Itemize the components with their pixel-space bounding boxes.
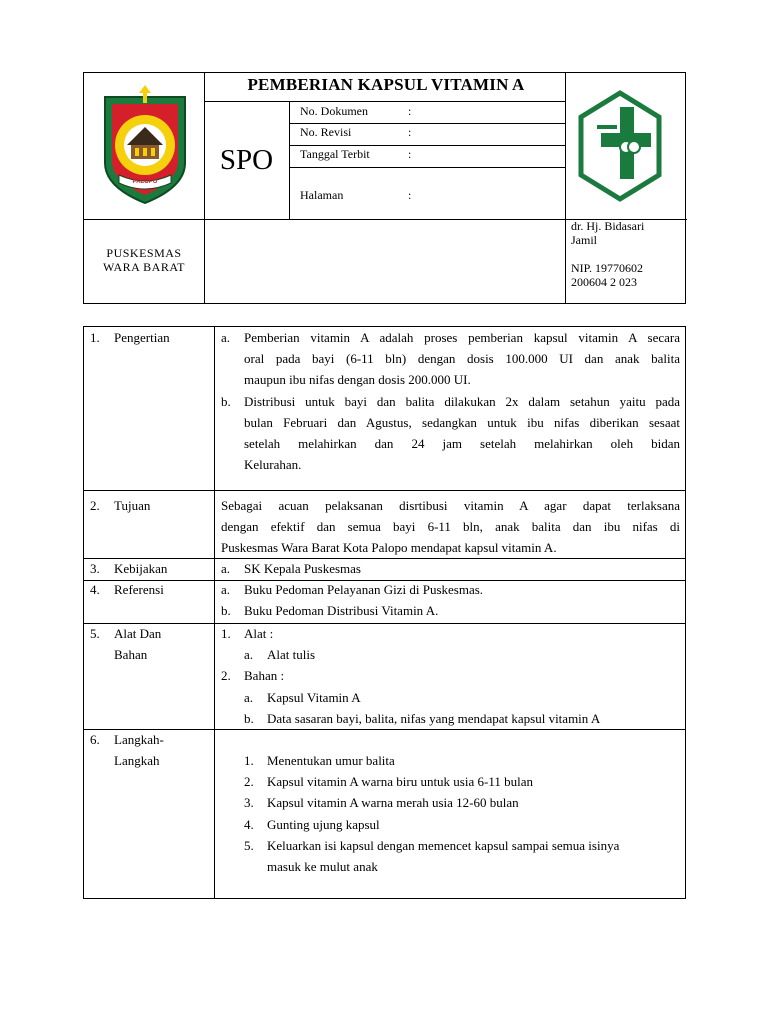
header-table (83, 72, 686, 304)
signer-nip: NIP. 19770602 (571, 261, 644, 275)
content-table: 1. Pengertian a. Pemberian vitamin A adalah proses pemberian kapsul vitamin A secara oral pada bayi (6-11 bln) dengan dosis 100.000 UI dan anak balita maupun ibu nifas dengan dosis 200.000 UI. b. Distribusi untuk bayi dan balita dilakukan 2x dalam setahun yaitu pada bulan Februari dan Agustus, sedangkan untuk ibu nifas diberikan sesaat setelah melahirkan dan 24 jam setelah melahirkan oleh bidan Kelurahan. 2. Tujuan Sebagai acuan pelaksanan disrtibusi vitamin A agar dapat terlaksana dengan efektif dan semua bayi 6-11 bln, anak balita dan ibu nifas di Puskesmas Wara Barat Kota Palopo mendapat kapsul vitamin A. 3. Kebijakan a. SK Kepala Puskesmas 4. Referensi a. Buku Pedoman Pelayanan Gizi di Puskesmas. b. Buku Pedoman Distribusi Vitamin A. 5. Alat Dan Bahan 1. Alat : a. Alat tulis 2. Bahan : a. Kapsul Vitamin A b. Data sasaran bayi, balita, nifas yang mendapat kapsul vitamin A 6. Langkah- Langkah 1. Menentukan umur balita 2. Kapsul vitamin A warna biru untuk usia 6-11 bulan 3. Kapsul vitamin A warna merah usia 12-60 bulan 4. Gunting ujung kapsul 5. Keluarkan isi kapsul dengan memencet kapsul sampai semua isinya masuk ke mulut anak (83, 326, 686, 899)
field-no-revisi: No. Revisi : (300, 125, 412, 139)
field-no-dokumen: No. Dokumen : (300, 104, 412, 118)
field-halaman: Halaman : (300, 188, 412, 202)
palopo-crest-logo (99, 83, 191, 205)
signer-name: dr. Hj. Bidasari (571, 219, 645, 233)
field-tanggal-terbit: Tanggal Terbit : (300, 147, 412, 161)
section-pengertian-content: a. Pemberian vitamin A adalah proses pemberian kapsul vitamin A secara oral pada bayi (6-11 bln) dengan dosis 100.000 UI dan anak balita maupun ibu nifas dengan dosis 200.000 UI. b. Distribusi untuk bayi dan balita dilakukan 2x dalam setahun yaitu pada bulan Februari dan Agustus, sedangkan untuk ibu nifas diberikan sesaat setelah melahirkan dan 24 jam setelah melahirkan oleh bidan Kelurahan. (221, 330, 680, 473)
document-title: PEMBERIAN KAPSUL VITAMIN A (247, 75, 525, 94)
spo-label: SPO (219, 144, 274, 176)
puskesmas-logo (573, 87, 667, 205)
organization-name: PUSKESMAS WARA BARAT (102, 246, 185, 274)
signer-name-cont: Jamil (571, 233, 597, 247)
signer-block (571, 219, 681, 289)
signer-nip-cont: 200604 2 023 (571, 275, 637, 289)
logo-caption: PALOPO (132, 179, 158, 185)
